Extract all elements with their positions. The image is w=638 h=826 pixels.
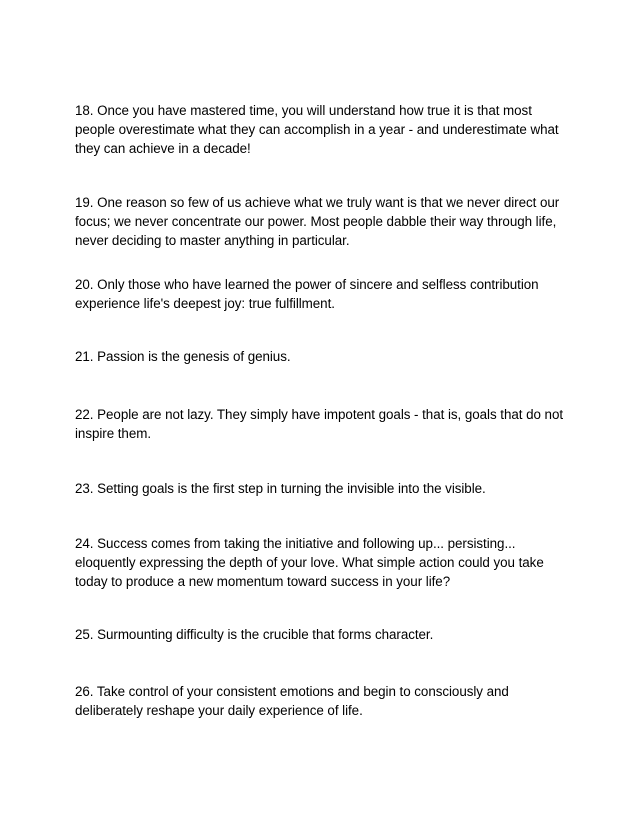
quote-18 — [75, 101, 565, 158]
quote-number: 20. — [75, 277, 94, 292]
quote-number: 24. — [75, 536, 94, 551]
quote-text: One reason so few of us achieve what we truly want is that we never direct our focus; we never concentrate our power. Most people dabble their way through life, never deciding to master anything in particular. — [75, 195, 560, 248]
quote-text: Take control of your consistent emotions and begin to consciously and deliberately reshape your daily experience of life. — [75, 684, 509, 718]
quote-21 — [75, 347, 565, 366]
quote-text: Only those who have learned the power of sincere and selfless contribution experience life's deepest joy: true fulfillment. — [75, 277, 539, 311]
quote-19 — [75, 193, 565, 250]
quote-number: 22. — [75, 407, 94, 422]
quote-number: 19. — [75, 195, 94, 210]
quote-text: Once you have mastered time, you will understand how true it is that most people overestimate what they can accomplish in a year - and underestimate what they can achieve in a decade! — [75, 103, 559, 156]
quote-text: Success comes from taking the initiative and following up... persisting... eloquently expressing the depth of your love. What simple action could you take today to produce a new momentum toward success in your life? — [75, 536, 544, 589]
quote-number: 23. — [75, 481, 94, 496]
quote-number: 18. — [75, 103, 94, 118]
quote-number: 26. — [75, 684, 94, 699]
quote-20 — [75, 275, 565, 313]
quote-text: Setting goals is the first step in turning the invisible into the visible. — [97, 481, 486, 496]
quote-number: 25. — [75, 627, 94, 642]
quote-text: Passion is the genesis of genius. — [97, 349, 291, 364]
quote-23 — [75, 479, 565, 498]
quote-25 — [75, 625, 565, 644]
quote-24 — [75, 534, 565, 591]
quote-number: 21. — [75, 349, 94, 364]
quote-text: People are not lazy. They simply have impotent goals - that is, goals that do not inspire them. — [75, 407, 564, 441]
quote-text: Surmounting difficulty is the crucible that forms character. — [97, 627, 434, 642]
quote-26 — [75, 682, 565, 720]
quote-22 — [75, 405, 565, 443]
